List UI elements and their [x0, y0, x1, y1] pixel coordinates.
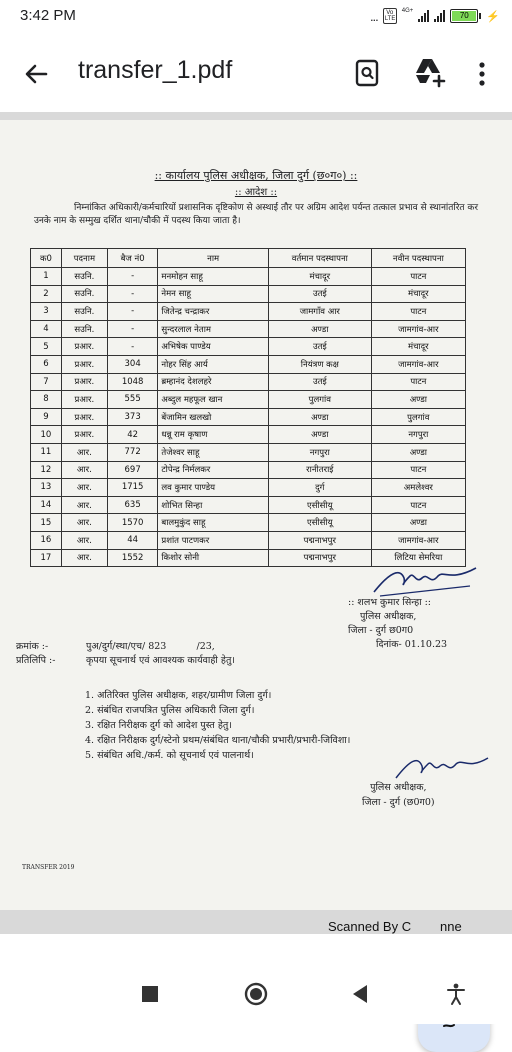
table-cell: 44 — [107, 531, 157, 549]
app-bar — [0, 36, 512, 112]
table-cell: प्रआर. — [61, 408, 107, 426]
table-cell: धन्नू राम कृषाण — [158, 426, 269, 444]
table-cell: जितेन्द्र चन्द्राकर — [158, 303, 269, 321]
battery-icon — [450, 9, 481, 23]
table-cell: 304 — [107, 355, 157, 373]
table-cell: 373 — [107, 408, 157, 426]
table-cell: बेंजामिन खलखो — [158, 408, 269, 426]
recent-apps-icon[interactable] — [136, 980, 164, 1008]
table-cell: लव कुमार पाण्डेय — [158, 479, 269, 497]
pdf-page — [0, 120, 512, 934]
copy-list-item: 3. रक्षित निरीक्षक दुर्ग को आदेश पुस्त हेतु। — [85, 720, 232, 731]
signatory-designation: पुलिस अधीक्षक, — [360, 611, 417, 622]
table-cell: पद्मनाभपुर — [268, 549, 371, 567]
table-cell: नोहर सिंह आर्य — [158, 355, 269, 373]
table-cell: आर. — [61, 443, 107, 461]
signatory-district-2: जिला - दुर्ग (छ0ग0) — [362, 797, 435, 808]
table-cell: - — [107, 303, 157, 321]
table-cell: 1715 — [107, 479, 157, 497]
table-cell: नगपुरा — [268, 443, 371, 461]
pdf-viewer[interactable] — [0, 112, 512, 934]
table-cell: मनमोहन साहू — [158, 268, 269, 286]
table-row — [31, 391, 466, 409]
table-cell: - — [107, 285, 157, 303]
table-header-cell: नवीन पदस्थापना — [371, 249, 465, 268]
status-bar — [0, 0, 512, 36]
table-cell: सउनि. — [61, 320, 107, 338]
table-cell: 635 — [107, 496, 157, 514]
table-row — [31, 443, 466, 461]
status-time: 3:42 PM — [20, 7, 76, 24]
table-cell: 42 — [107, 426, 157, 444]
table-cell: शोभित सिन्हा — [158, 496, 269, 514]
table-row — [31, 408, 466, 426]
table-cell: मंचादूर — [268, 268, 371, 286]
table-cell: अण्डा — [371, 391, 465, 409]
scanner-watermark: Scanned By C nne — [328, 919, 462, 934]
table-body — [31, 268, 466, 567]
table-cell: आर. — [61, 549, 107, 567]
table-row — [31, 338, 466, 356]
pratilipi-label: प्रतिलिपि :- — [16, 655, 56, 666]
signature-block-2 — [362, 780, 435, 810]
table-cell: 6 — [31, 355, 62, 373]
table-cell: जामगांव-आर — [371, 531, 465, 549]
table-cell: 3 — [31, 303, 62, 321]
copy-list-item: 4. रक्षित निरीक्षक दुर्ग/स्टेनो प्रथम/संबंधित थाना/चौकी प्रभारी/प्रभारी-जिविशा। — [85, 735, 351, 746]
signatory-name: :: शलभ कुमार सिन्हा :: — [348, 597, 432, 608]
table-cell: आर. — [61, 514, 107, 532]
notification-dots-icon: ... — [369, 8, 378, 24]
table-cell: 13 — [31, 479, 62, 497]
table-cell: 17 — [31, 549, 62, 567]
table-cell: अण्डा — [268, 320, 371, 338]
table-cell: 11 — [31, 443, 62, 461]
back-icon[interactable] — [346, 980, 374, 1008]
table-row — [31, 303, 466, 321]
table-row — [31, 496, 466, 514]
table-row — [31, 268, 466, 286]
table-cell: किशोर सोनी — [158, 549, 269, 567]
table-cell: सउनि. — [61, 285, 107, 303]
table-cell: आर. — [61, 531, 107, 549]
table-header-cell: नाम — [158, 249, 269, 268]
table-header-cell: बैज नं0 — [107, 249, 157, 268]
document-heading: :: कार्यालय पुलिस अधीक्षक, जिला दुर्ग (छ०ग०) :: — [154, 169, 358, 182]
table-cell: 7 — [31, 373, 62, 391]
table-cell: प्रआर. — [61, 355, 107, 373]
footer-mark: TRANSFER 2019 — [22, 864, 75, 871]
table-cell: लिटिया सेमरिया — [371, 549, 465, 567]
back-arrow-icon[interactable] — [20, 58, 52, 90]
table-cell: 1048 — [107, 373, 157, 391]
table-cell: 1552 — [107, 549, 157, 567]
table-cell: जामगाँव आर — [268, 303, 371, 321]
table-cell: जामगांव-आर — [371, 355, 465, 373]
status-icons — [370, 8, 500, 24]
table-cell: 1570 — [107, 514, 157, 532]
reference-block — [16, 640, 496, 668]
table-cell: 9 — [31, 408, 62, 426]
home-icon[interactable] — [242, 980, 270, 1008]
signal-strength-icon — [418, 10, 429, 22]
table-cell: बालमुकुंद साहू — [158, 514, 269, 532]
table-cell: 8 — [31, 391, 62, 409]
table-cell: 10 — [31, 426, 62, 444]
table-cell: पाटन — [371, 268, 465, 286]
table-cell: 16 — [31, 531, 62, 549]
table-cell: नियंत्रण कक्ष — [268, 355, 371, 373]
table-cell: प्रशांत पाटणकर — [158, 531, 269, 549]
battery-level: 70 — [452, 11, 476, 21]
table-cell: जामगांव-आर — [371, 320, 465, 338]
table-cell: नगपुरा — [371, 426, 465, 444]
system-nav-bar — [0, 964, 512, 1024]
table-cell: पाटन — [371, 461, 465, 479]
pratilipi-value: कृपया सूचनार्थ एवं आवश्यक कार्यवाही हेतु। — [86, 655, 235, 666]
table-cell: 5 — [31, 338, 62, 356]
copy-list-item: 2. संबंधित राजपत्रित पुलिस अधिकारी जिला दुर्ग। — [85, 705, 255, 716]
document-intro: निम्नांकित अधिकारी/कर्मचारियों प्रशासनिक दृष्टिकोण से अस्थाई तौर पर अग्रिम आदेश पर्यन्त तत्काल प्रभाव से स्थानांतरित कर उनके नाम के सम्मुख दर्शित थाना/चौकी में पदस्थ किया जाता है। — [34, 203, 478, 226]
table-row — [31, 373, 466, 391]
table-cell: प्रआर. — [61, 373, 107, 391]
table-cell: आर. — [61, 461, 107, 479]
table-cell: अण्डा — [268, 408, 371, 426]
table-cell: एसीसीयू — [268, 496, 371, 514]
table-cell: 555 — [107, 391, 157, 409]
table-cell: उतई — [268, 285, 371, 303]
table-cell: सुन्दरलाल नेताम — [158, 320, 269, 338]
table-cell: अण्डा — [268, 426, 371, 444]
volte-icon: Vo LTE — [384, 10, 396, 22]
table-cell: तेजेश्वर साहू — [158, 443, 269, 461]
table-cell: उतई — [268, 338, 371, 356]
table-cell: 697 — [107, 461, 157, 479]
table-cell: 2 — [31, 285, 62, 303]
signatory-district: जिला - दुर्ग छ0ग0 — [348, 625, 414, 636]
table-header-cell: पदनाम — [61, 249, 107, 268]
table-row — [31, 514, 466, 532]
search-document-icon[interactable] — [352, 58, 382, 88]
table-cell: - — [107, 338, 157, 356]
table-cell: अण्डा — [371, 443, 465, 461]
kramank-value: पुअ/दुर्ग/स्था/एच/ 823 /23, — [86, 641, 215, 652]
table-row — [31, 426, 466, 444]
table-cell: अब्दुल महफूल खान — [158, 391, 269, 409]
network-type-label: 4G+ — [401, 8, 414, 14]
table-cell: - — [107, 268, 157, 286]
signatory-date: दिनांक- 01.10.23 — [376, 639, 448, 650]
table-cell: दुर्ग — [268, 479, 371, 497]
copy-list — [85, 688, 350, 763]
table-row — [31, 461, 466, 479]
table-cell: पाटन — [371, 496, 465, 514]
table-cell: पाटन — [371, 373, 465, 391]
table-cell: आर. — [61, 479, 107, 497]
table-cell: एसीसीयू — [268, 514, 371, 532]
table-cell: प्रआर. — [61, 391, 107, 409]
table-cell: प्रआर. — [61, 338, 107, 356]
table-cell: 772 — [107, 443, 157, 461]
table-cell: मंचादूर — [371, 338, 465, 356]
table-cell: पुलगांव — [371, 408, 465, 426]
transfer-table — [30, 248, 466, 567]
table-row — [31, 355, 466, 373]
document-title: transfer_1.pdf — [78, 56, 233, 84]
copy-list-item: 5. संबंधित अधि./कर्म. को सूचनार्थ एवं पालनार्थ। — [85, 750, 254, 761]
table-cell: 12 — [31, 461, 62, 479]
copy-list-item: 1. अतिरिक्त पुलिस अधीक्षक, शहर/ग्रामीण जिला दुर्ग। — [85, 690, 272, 701]
kramank-label: क्रमांक :- — [16, 641, 49, 652]
more-vert-icon[interactable] — [472, 58, 492, 90]
table-header-cell: क0 — [31, 249, 62, 268]
table-cell: मंचादूर — [371, 285, 465, 303]
table-cell: आर. — [61, 496, 107, 514]
table-cell: टोपेन्द्र निर्मलकर — [158, 461, 269, 479]
table-header-cell: वर्तमान पदस्थापना — [268, 249, 371, 268]
table-row — [31, 479, 466, 497]
table-cell: अभिषेक पाण्डेय — [158, 338, 269, 356]
charging-icon: ⚡ — [486, 10, 500, 23]
table-cell: 4 — [31, 320, 62, 338]
table-cell: ब्रम्हानंद देशलहरे — [158, 373, 269, 391]
table-cell: पुलगांव — [268, 391, 371, 409]
signature-image — [370, 562, 480, 598]
table-cell: - — [107, 320, 157, 338]
table-cell: सउनि. — [61, 303, 107, 321]
table-header-row — [31, 249, 466, 268]
table-cell: प्रआर. — [61, 426, 107, 444]
table-row — [31, 285, 466, 303]
table-cell: सउनि. — [61, 268, 107, 286]
drive-add-icon[interactable] — [412, 56, 446, 88]
table-cell: 14 — [31, 496, 62, 514]
table-cell: पाटन — [371, 303, 465, 321]
accessibility-icon[interactable] — [442, 980, 470, 1008]
table-cell: पद्मनाभपुर — [268, 531, 371, 549]
signal-strength-icon-2 — [434, 10, 445, 22]
table-row — [31, 531, 466, 549]
table-cell: 1 — [31, 268, 62, 286]
document-order-title: :: आदेश :: — [234, 187, 278, 198]
table-cell: रानीतराई — [268, 461, 371, 479]
signatory-designation-2: पुलिस अधीक्षक, — [370, 782, 427, 793]
table-cell: उतई — [268, 373, 371, 391]
table-cell: नेमन साहू — [158, 285, 269, 303]
table-cell: अमलेश्वर — [371, 479, 465, 497]
table-row — [31, 320, 466, 338]
table-cell: अण्डा — [371, 514, 465, 532]
table-cell: 15 — [31, 514, 62, 532]
